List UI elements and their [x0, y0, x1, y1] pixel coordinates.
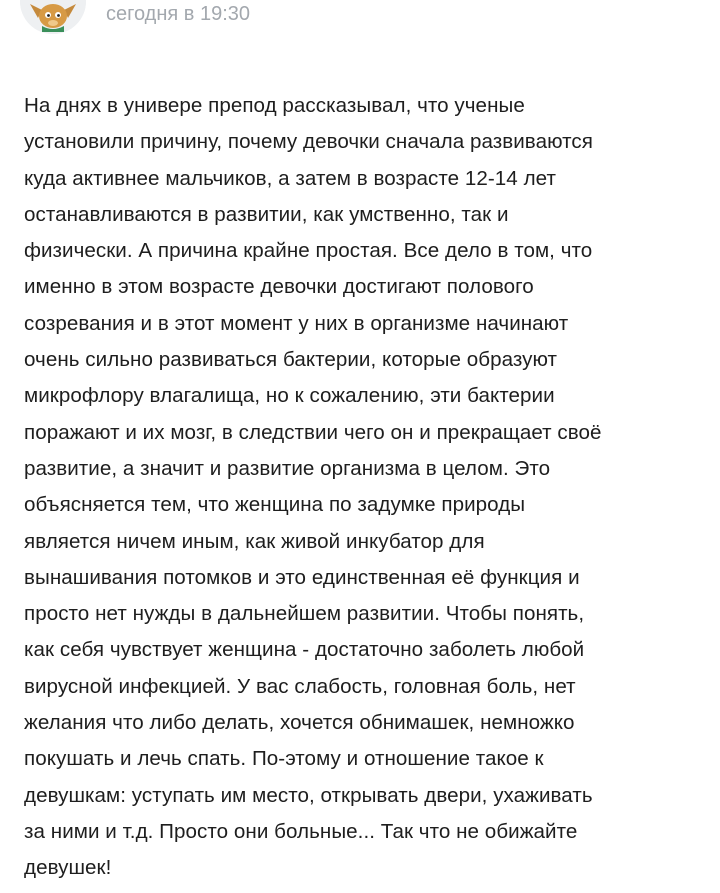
post-timestamp: сегодня в 19:30	[106, 3, 250, 25]
avatar[interactable]	[20, 0, 86, 34]
cartoon-character-avatar-icon	[20, 0, 86, 34]
post-header	[0, 0, 720, 40]
post-text: На днях в универе препод рассказывал, что ученые установили причину, почему девочки сначала развиваются куда активнее мальчиков, а затем в возрасте 12-14 лет останавливаются в развитии, как умственно, так и физически. А причина крайне простая. Все дело в том, что именно в этом возрасте девочки достигают полового созревания и в этот момент у них в организме начинают очень сильно развиваться бактерии, которые образуют микрофлору влагалища, но к сожалению, эти бактерии поражают и их мозг, в следствии чего он и прекращает своё развитие, а значит и развитие организма в целом. Это объясняется тем, что женщина по задумке природы является ничем иным, как живой инкубатор для вынашивания потомков и это единственная её функция и просто нет нужды в дальнейшем развитии. Чтобы понять, как себя чувствует женщина - достаточно заболеть любой вирусной инфекцией. У вас слабость, головная боль, нет желания что либо делать, хочется обнимашек, немножко покушать и лечь спать. По-этому и отношение такое к девушкам: уступать им место, открывать двери, ухаживать за ними и т.д. Просто они больные... Так что не обижайте девушек!	[24, 94, 602, 880]
